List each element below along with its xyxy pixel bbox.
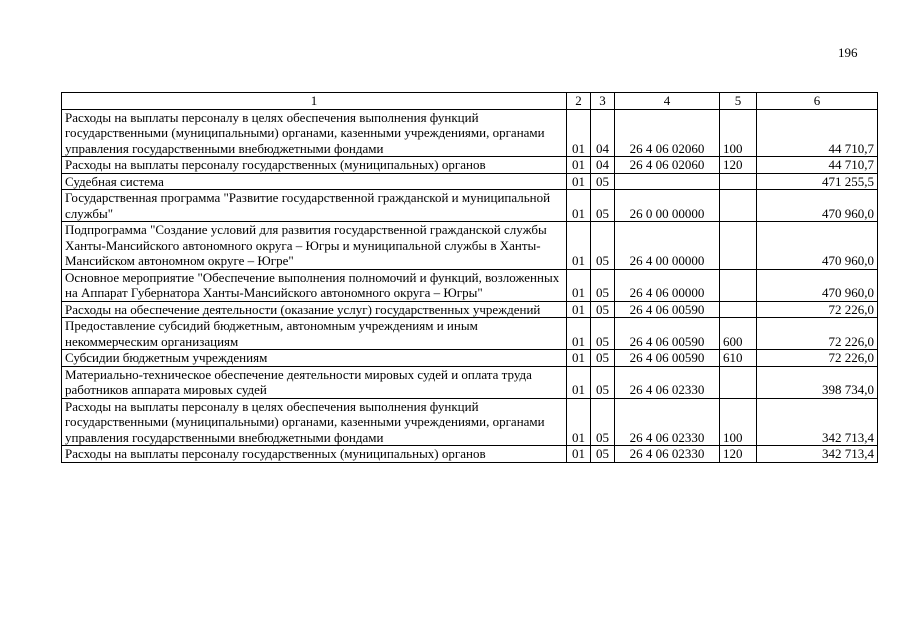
- row-target-article-cell: 26 4 06 00590: [615, 350, 720, 367]
- row-subsection-cell: 05: [591, 318, 615, 350]
- row-section-cell: 01: [567, 301, 591, 318]
- row-name-cell: Предоставление субсидий бюджетным, автономным учреждениям и иным некоммерческим организациям: [62, 318, 567, 350]
- row-target-article-cell: 26 4 06 02060: [615, 157, 720, 174]
- row-target-article-cell: 26 4 06 02330: [615, 366, 720, 398]
- row-target-article-cell: [615, 173, 720, 190]
- row-section-cell: 01: [567, 173, 591, 190]
- row-name-cell: Расходы на выплаты персоналу в целях обеспечения выполнения функций государственными (муниципальными) органами, казенными учреждениями, органами управления государственными внебюджетными фондами: [62, 398, 567, 446]
- row-expense-type-cell: 100: [720, 109, 757, 157]
- row-subsection-cell: 04: [591, 109, 615, 157]
- row-subsection-cell: 05: [591, 398, 615, 446]
- row-name-cell: Расходы на выплаты персоналу государственных (муниципальных) органов: [62, 157, 567, 174]
- table-row: [62, 301, 878, 318]
- row-amount-cell: 342 713,4: [757, 446, 878, 463]
- page-number: 196: [838, 45, 858, 60]
- row-expense-type-cell: 120: [720, 446, 757, 463]
- row-section-cell: 01: [567, 318, 591, 350]
- row-expense-type-cell: [720, 269, 757, 301]
- row-subsection-cell: 05: [591, 350, 615, 367]
- row-section-cell: 01: [567, 190, 591, 222]
- row-expense-type-cell: 120: [720, 157, 757, 174]
- row-expense-type-cell: [720, 366, 757, 398]
- header-cell-6: 6: [757, 93, 878, 110]
- budget-table-body: [62, 93, 878, 463]
- row-name-cell: Государственная программа "Развитие государственной гражданской и муниципальной службы": [62, 190, 567, 222]
- row-name-cell: Субсидии бюджетным учреждениям: [62, 350, 567, 367]
- row-amount-cell: 470 960,0: [757, 222, 878, 270]
- table-row: [62, 350, 878, 367]
- row-target-article-cell: 26 4 06 02060: [615, 109, 720, 157]
- row-expense-type-cell: 100: [720, 398, 757, 446]
- row-subsection-cell: 05: [591, 222, 615, 270]
- table-row: [62, 109, 878, 157]
- table-row: [62, 446, 878, 463]
- row-expense-type-cell: 600: [720, 318, 757, 350]
- row-section-cell: 01: [567, 350, 591, 367]
- row-subsection-cell: 05: [591, 173, 615, 190]
- row-expense-type-cell: [720, 173, 757, 190]
- row-name-cell: Судебная система: [62, 173, 567, 190]
- table-row: [62, 366, 878, 398]
- row-amount-cell: 72 226,0: [757, 350, 878, 367]
- row-target-article-cell: 26 4 06 00000: [615, 269, 720, 301]
- header-cell-1: 1: [62, 93, 567, 110]
- row-target-article-cell: 26 4 06 02330: [615, 446, 720, 463]
- row-amount-cell: 44 710,7: [757, 157, 878, 174]
- row-amount-cell: 72 226,0: [757, 318, 878, 350]
- table-row: [62, 398, 878, 446]
- row-target-article-cell: 26 0 00 00000: [615, 190, 720, 222]
- row-name-cell: Основное мероприятие "Обеспечение выполнения полномочий и функций, возложенных на Аппарат Губернатора Ханты-Мансийского автономного округа – Югры": [62, 269, 567, 301]
- row-subsection-cell: 04: [591, 157, 615, 174]
- row-amount-cell: 342 713,4: [757, 398, 878, 446]
- row-section-cell: 01: [567, 109, 591, 157]
- header-cell-3: 3: [591, 93, 615, 110]
- header-cell-4: 4: [615, 93, 720, 110]
- row-section-cell: 01: [567, 446, 591, 463]
- row-subsection-cell: 05: [591, 366, 615, 398]
- row-name-cell: Материально-техническое обеспечение деятельности мировых судей и оплата труда работников аппарата мировых судей: [62, 366, 567, 398]
- row-target-article-cell: 26 4 00 00000: [615, 222, 720, 270]
- row-name-cell: Расходы на выплаты персоналу государственных (муниципальных) органов: [62, 446, 567, 463]
- row-target-article-cell: 26 4 06 00590: [615, 301, 720, 318]
- header-cell-2: 2: [567, 93, 591, 110]
- table-header-row: [62, 93, 878, 110]
- row-amount-cell: 44 710,7: [757, 109, 878, 157]
- row-section-cell: 01: [567, 269, 591, 301]
- row-amount-cell: 471 255,5: [757, 173, 878, 190]
- row-expense-type-cell: [720, 222, 757, 270]
- row-amount-cell: 470 960,0: [757, 190, 878, 222]
- row-target-article-cell: 26 4 06 02330: [615, 398, 720, 446]
- row-section-cell: 01: [567, 398, 591, 446]
- row-subsection-cell: 05: [591, 269, 615, 301]
- row-name-cell: Расходы на выплаты персоналу в целях обеспечения выполнения функций государственными (муниципальными) органами, казенными учреждениями, органами управления государственными внебюджетными фондами: [62, 109, 567, 157]
- table-row: [62, 157, 878, 174]
- table-row: [62, 190, 878, 222]
- budget-table: [61, 92, 878, 463]
- row-section-cell: 01: [567, 366, 591, 398]
- row-subsection-cell: 05: [591, 301, 615, 318]
- row-name-cell: Подпрограмма "Создание условий для развития государственной гражданской службы Ханты-Мансийского автономного округа – Югры и муниципальной службы в Ханты-Мансийском автономном округе – Югре": [62, 222, 567, 270]
- row-subsection-cell: 05: [591, 190, 615, 222]
- table-row: [62, 269, 878, 301]
- row-section-cell: 01: [567, 157, 591, 174]
- row-section-cell: 01: [567, 222, 591, 270]
- table-row: [62, 318, 878, 350]
- row-name-cell: Расходы на обеспечение деятельности (оказание услуг) государственных учреждений: [62, 301, 567, 318]
- row-amount-cell: 470 960,0: [757, 269, 878, 301]
- table-row: [62, 222, 878, 270]
- row-target-article-cell: 26 4 06 00590: [615, 318, 720, 350]
- row-expense-type-cell: [720, 301, 757, 318]
- row-expense-type-cell: 610: [720, 350, 757, 367]
- row-amount-cell: 72 226,0: [757, 301, 878, 318]
- row-expense-type-cell: [720, 190, 757, 222]
- table-row: [62, 173, 878, 190]
- row-amount-cell: 398 734,0: [757, 366, 878, 398]
- row-subsection-cell: 05: [591, 446, 615, 463]
- header-cell-5: 5: [720, 93, 757, 110]
